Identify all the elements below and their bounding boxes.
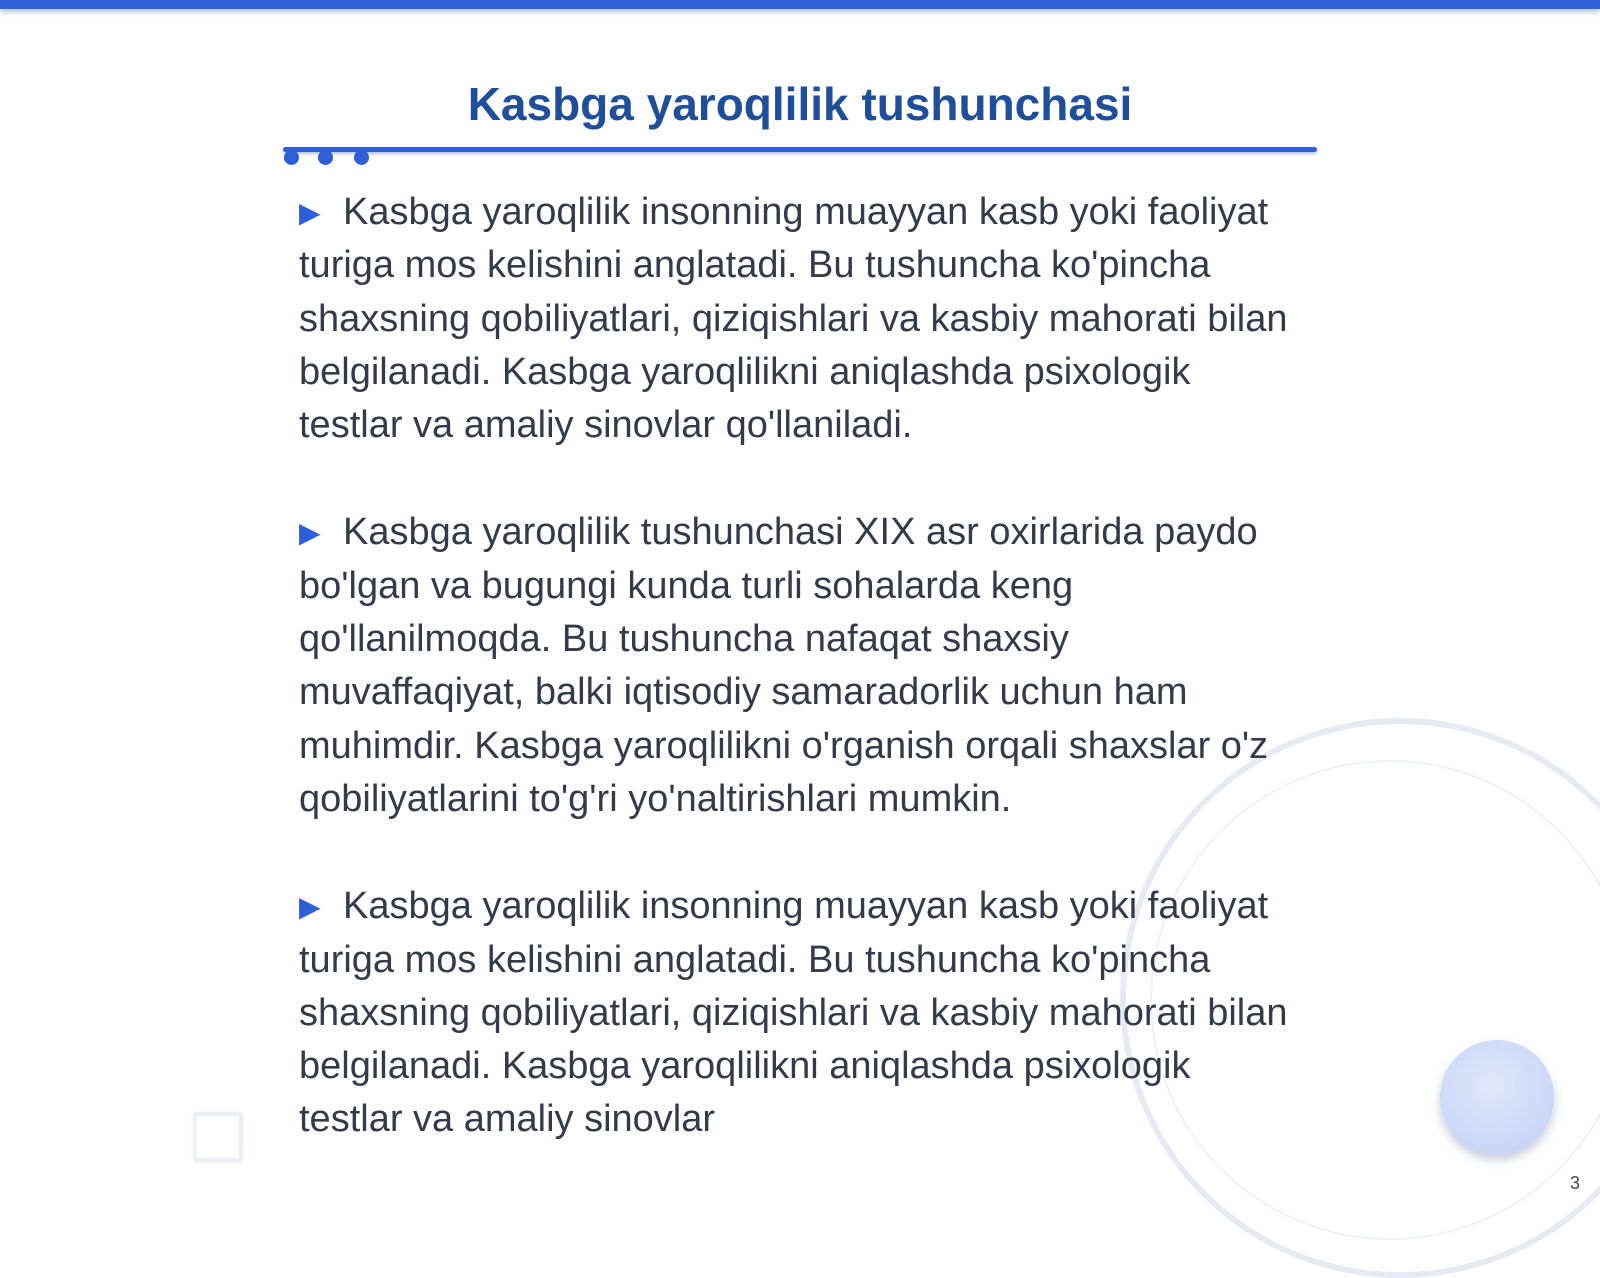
- bullet-text: Kasbga yaroqlilik insonning muayyan kasb yoki faoliyat turiga mos kelishini anglatadi. Bu tushuncha ko'pincha shaxsning qobiliyatlari, qiziqishlari va kasbiy mahorati bilan belgilanadi. Kasbga yaroqlilikni aniqlashda psixologik testlar va amaliy sinovlar: [299, 885, 1288, 1141]
- bullet-text: Kasbga yaroqlilik insonning muayyan kasb yoki faoliyat turiga mos kelishini anglatadi. Bu tushuncha ko'pincha shaxsning qobiliyatlari, qiziqishlari va kasbiy mahorati bilan belgilanadi. Kasbga yaroqlilikni aniqlashda psixologik testlar va amaliy sinovlar qo'llaniladi.: [299, 191, 1288, 447]
- bullet-text: Kasbga yaroqlilik tushunchasi XIX asr oxirlarida paydo bo'lgan va bugungi kunda turli sohalarda keng qo'llanilmoqda. Bu tushuncha nafaqat shaxsiy muvaffaqiyat, balki iqtisodiy samaradorlik uchun ham muhimdir. Kasbga yaroqlilikni o'rganish orqali shaxslar o'z qobiliyatlarini to'g'ri yo'naltirishlari mumkin.: [299, 511, 1269, 820]
- triangle-right-icon: ▶: [299, 891, 321, 923]
- bullet-paragraph-3: [299, 880, 1299, 1146]
- decorative-square: [193, 1112, 243, 1162]
- underline-dot: [284, 150, 299, 165]
- page-number: 3: [1569, 1173, 1580, 1193]
- slide-title: Kasbga yaroqlilik tushunchasi: [467, 78, 1133, 130]
- bullet-paragraph-1: [299, 186, 1299, 452]
- underline-dot: [318, 150, 333, 165]
- triangle-right-icon: ▶: [299, 517, 321, 549]
- underline-dot: [354, 150, 369, 165]
- bullet-paragraph-2: [299, 506, 1299, 826]
- top-accent-bar: [0, 0, 1600, 9]
- triangle-right-icon: ▶: [299, 197, 321, 228]
- title-underline: [283, 147, 1317, 152]
- decorative-circle: [1440, 1040, 1554, 1154]
- bullet-list: [299, 186, 1299, 1201]
